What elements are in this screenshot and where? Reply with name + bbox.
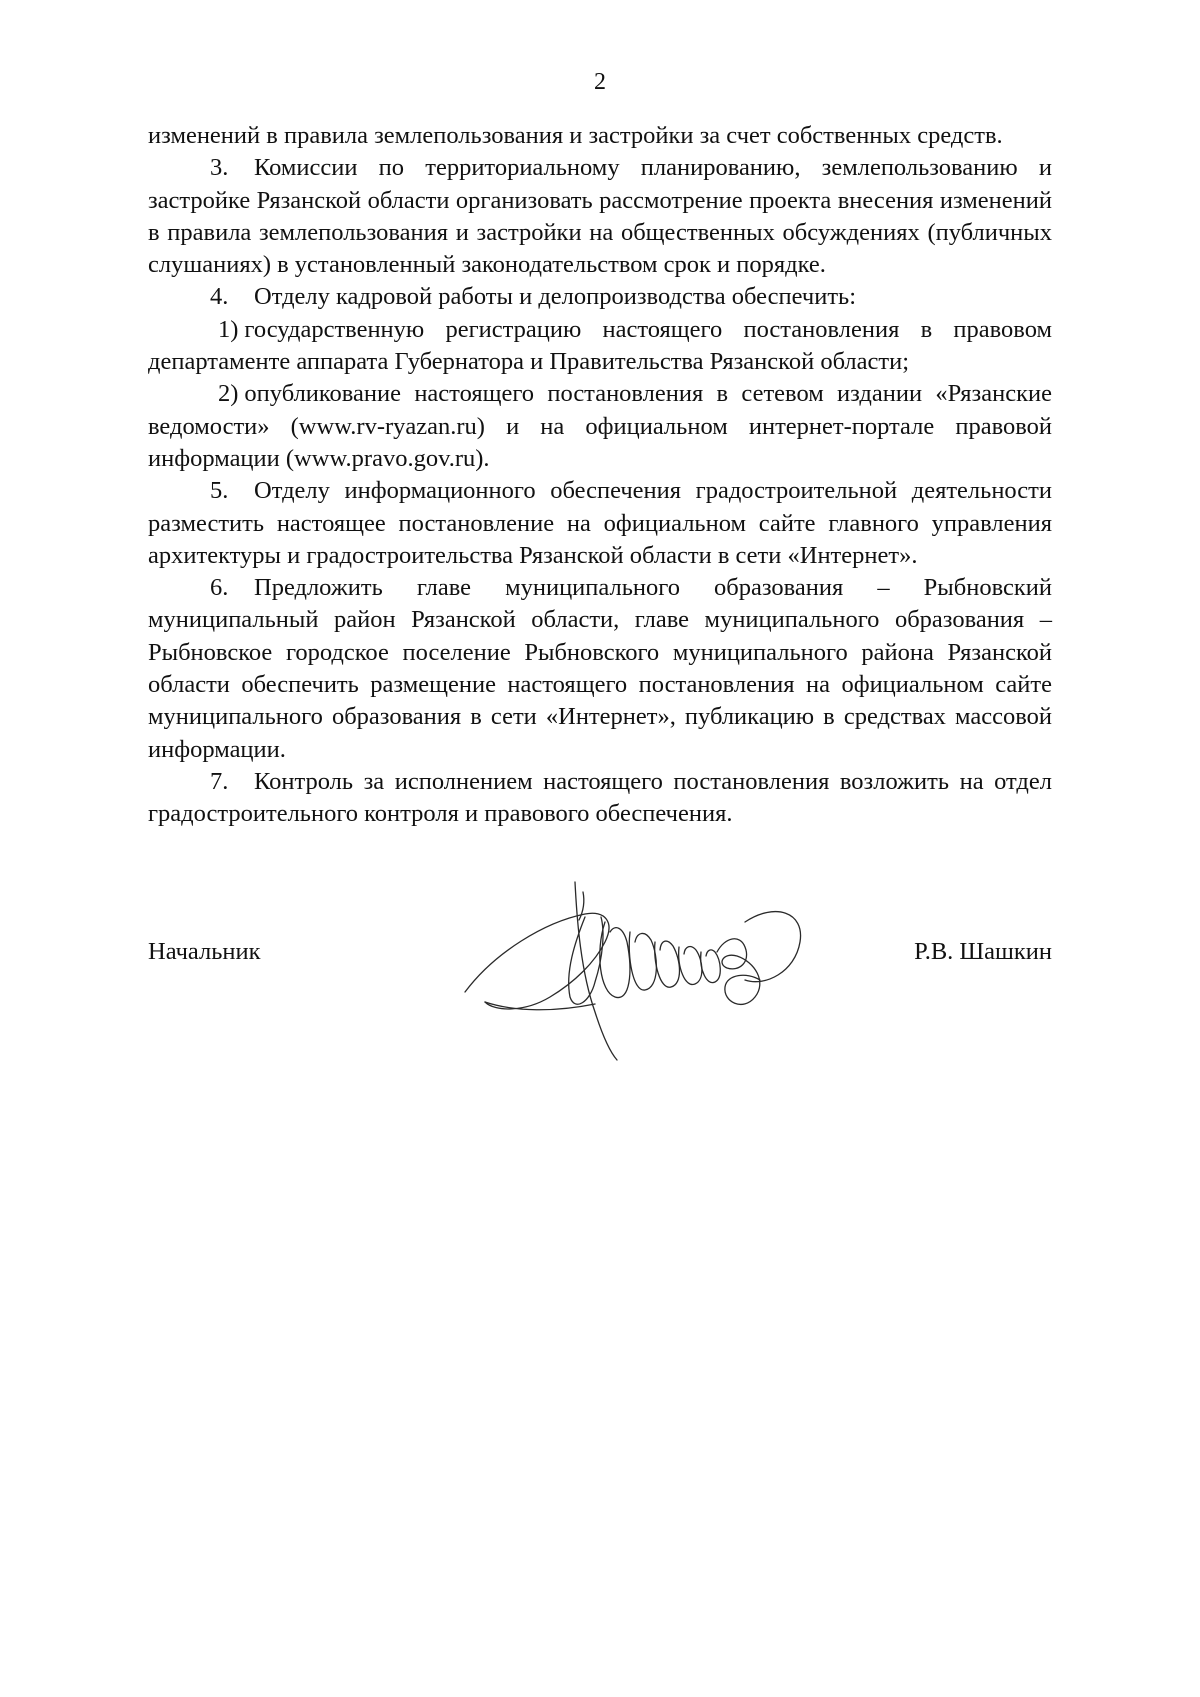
paragraph-text: Предложить главе муниципального образования – Рыбновский муниципальный район Рязанской области, главе муниципального образования – Рыбновское городское поселение Рыбновского муниципального района Рязанской области обеспечить размещение настоящего постановления на официальном сайте муниципального образования в сети «Интернет», публикацию в средствах массовой информации.	[148, 574, 1052, 763]
paragraph-subitem-2	[148, 378, 1052, 475]
paragraph-continuation	[148, 120, 1052, 152]
paragraph-item-4	[148, 281, 1052, 313]
paragraph-number: 5.	[210, 477, 229, 505]
paragraph-number: 4.	[210, 283, 229, 311]
paragraph-number: 2)	[218, 380, 239, 408]
paragraph-item-6	[148, 572, 1052, 766]
paragraph-item-5	[148, 475, 1052, 572]
paragraph-number: 1)	[218, 315, 239, 343]
signatory-title: Начальник	[148, 938, 261, 965]
page-number: 2	[594, 69, 606, 95]
paragraph-number: 3.	[210, 154, 229, 182]
paragraph-subitem-1	[148, 314, 1052, 379]
paragraph-text: Комиссии по территориальному планированию, землепользованию и застройке Рязанской области организовать рассмотрение проекта внесения изменений в правила землепользования и застройки на общественных обсуждениях (публичных слушаниях) в установленный законодательством срок и порядке.	[148, 154, 1052, 279]
paragraph-text: государственную регистрацию настоящего постановления в правовом департаменте аппарата Губернатора и Правительства Рязанской области;	[148, 315, 1052, 376]
paragraph-number: 7.	[210, 767, 229, 795]
handwritten-signature	[455, 862, 825, 1062]
signatory-name: Р.В. Шашкин	[914, 938, 1052, 965]
paragraph-text: Отделу кадровой работы и делопроизводства обеспечить:	[254, 283, 857, 311]
paragraph-text: Контроль за исполнением настоящего постановления возложить на отдел градостроительного контроля и правового обеспечения.	[148, 767, 1052, 828]
paragraph-text: опубликование настоящего постановления в сетевом издании «Рязанские ведомости» (www.rv-ryazan.ru) и на официальном интернет-портале правовой информации (www.pravo.gov.ru).	[148, 380, 1052, 472]
paragraph-text: изменений в правила землепользования и застройки за счет собственных средств.	[148, 122, 1003, 149]
paragraph-item-7	[148, 766, 1052, 831]
paragraph-item-3	[148, 152, 1052, 281]
document-body	[148, 120, 1052, 831]
paragraph-number: 6.	[210, 574, 229, 602]
paragraph-text: Отделу информационного обеспечения градостроительной деятельности разместить настоящее постановление на официальном сайте главного управления архитектуры и градостроительства Рязанской области в сети «Интернет».	[148, 477, 1052, 569]
